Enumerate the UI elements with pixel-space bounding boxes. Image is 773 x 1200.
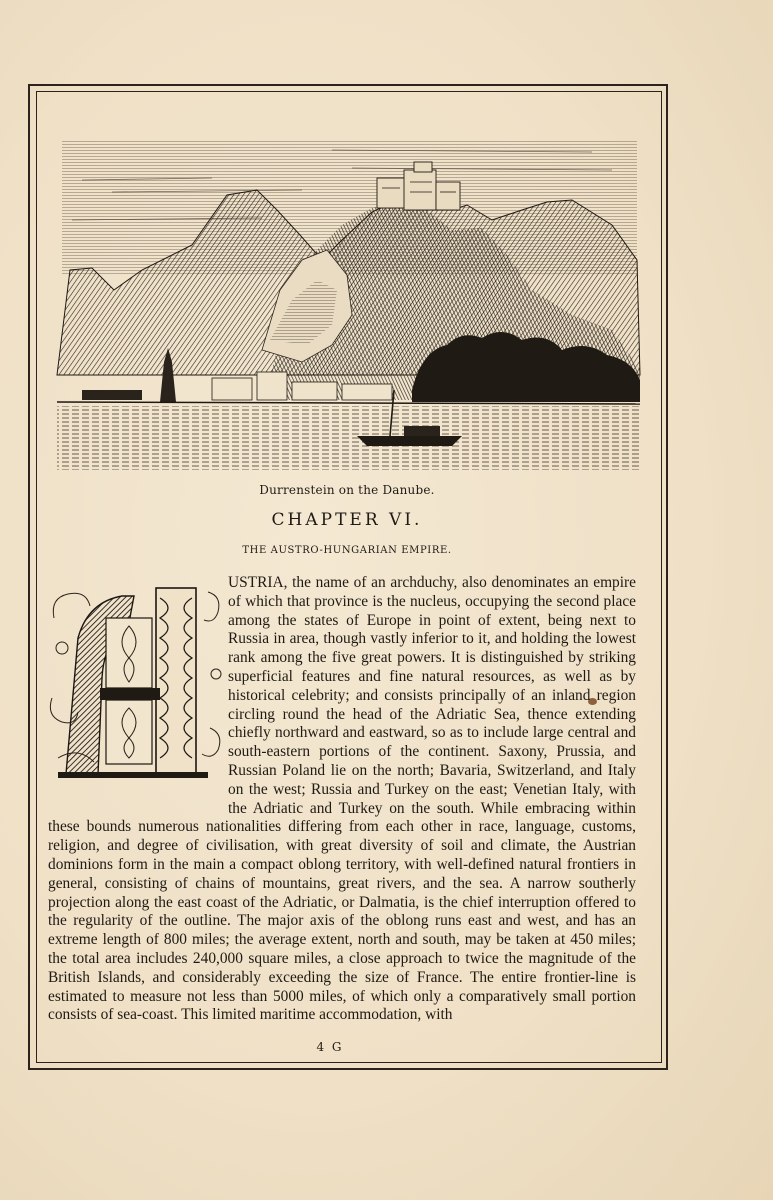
body-text: [48, 574, 636, 1025]
chapter-subtitle: THE AUSTRO-HUNGARIAN EMPIRE.: [242, 545, 452, 556]
chapter-title: CHAPTER VI.: [271, 510, 423, 530]
durrenstein-engraving: [52, 140, 642, 475]
illustration-caption: Durrenstein on the Danube.: [259, 483, 435, 497]
signature-mark: 4 G: [316, 1040, 344, 1054]
drop-cap-space: [48, 574, 228, 800]
body-paragraph: USTRIA, the name of an archduchy, also denominates an empire of which that province is the nucleus, occupying the second place among the states of Europe in point of extent, being next to Russia in area, though vastly inferior to it, and holding the lowest rank among the five great powers. It is distinguished by striking superficial features and fine natural resources, as well as by historical celebrity; and consists principally of an inland region circling round the head of the Adriatic Sea, thence extending chiefly northward and eastward, so as to include large central and south-eastern portions of the continent. Saxony, Prussia, and Russian Poland lie on the north; Bavaria, Switzerland, and Italy on the west; Russia and Turkey on the east; Venetian Italy, with the Adriatic and Turkey on the south. While embracing within these bounds numerous nationalities differing from each other in race, language, customs, religion, and degree of civilisation, with great diversity of soil and climate, the Austrian dominions form in the main a compact oblong territory, with well-defined natural frontiers in general, consisting of chains of mountains, great rivers, and the sea. A narrow southerly projection along the east coast of the Adriatic, or Dalmatia, is the chief interruption offered to the regularity of the outline. The major axis of the oblong runs east and west, and has an extreme length of 800 miles; the average extent, north and south, may be taken at 450 miles; the total area includes 240,000 square miles, a close approach to twice the magnitude of the British Islands, and considerably exceeding the size of France. The entire frontier-line is estimated to measure not less than 5000 miles, of which only a comparatively small portion consists of sea-coast. This limited maritime accommodation, with: [48, 574, 636, 1024]
